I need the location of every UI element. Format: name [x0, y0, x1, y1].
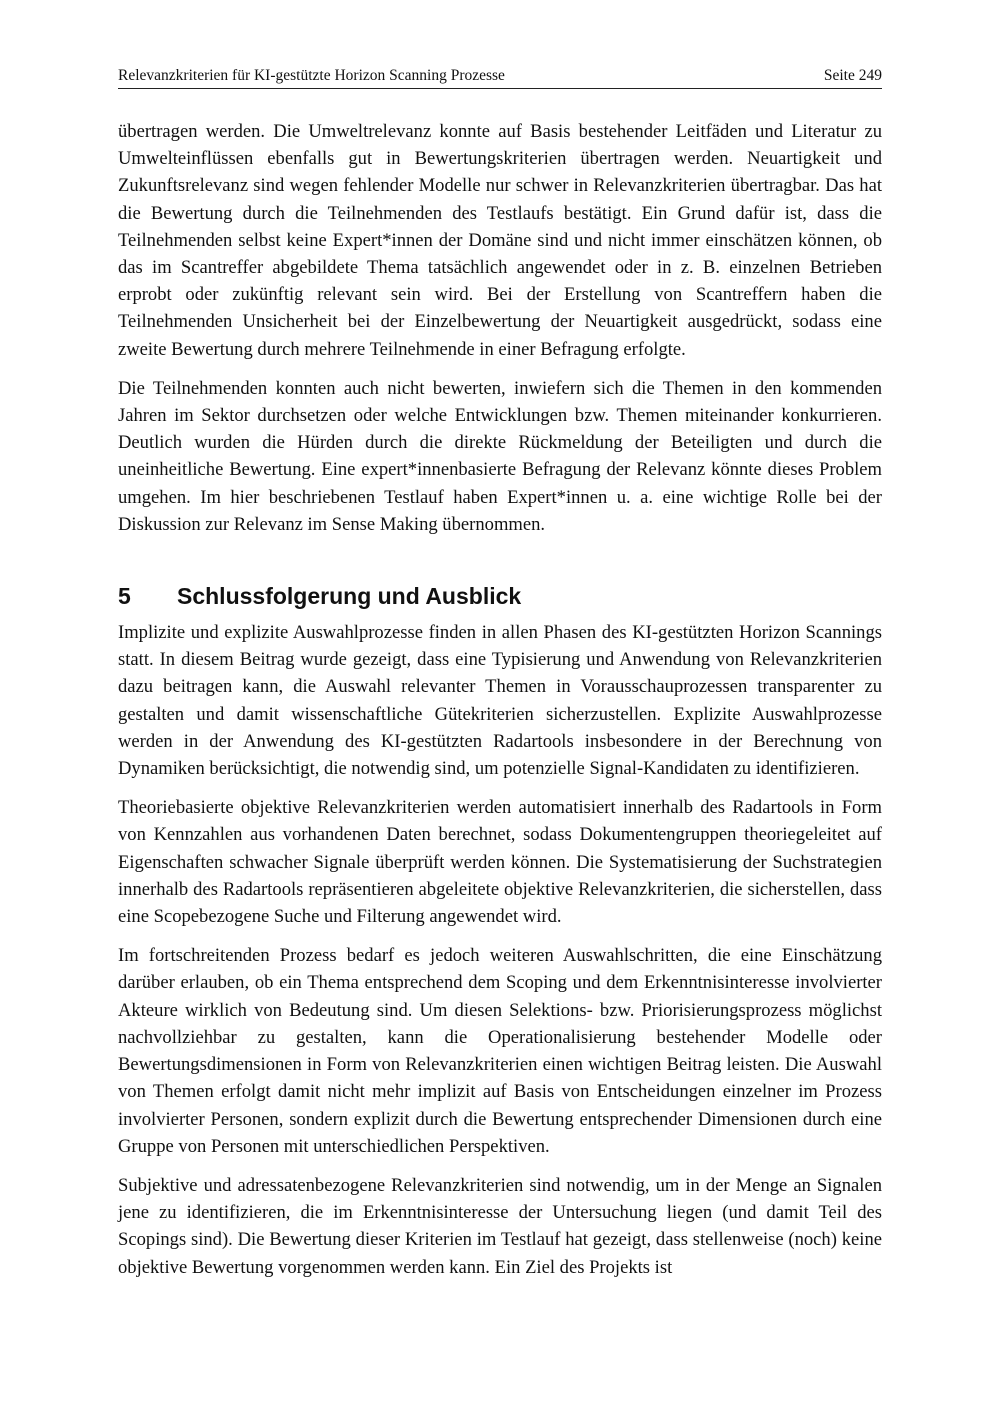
paragraph-continued: übertragen werden. Die Umweltrelevanz konnte auf Basis bestehender Leitfäden und Literatur zu Umwelteinflüssen ebenfalls gut in Bewertungskriterien übertragen werden. Neuartigkeit und Zukunftsrelevanz sind wegen fehlender Modelle nur schwer in Relevanzkriterien übertragbar. Das hat die Bewertung durch die Teilnehmenden des Testlaufs bestätigt. Ein Grund dafür ist, dass die Teilnehmenden selbst keine Expert*innen der Domäne sind und nicht immer einschätzen können, ob das im Scantreffer abgebildete Thema tatsächlich angewendet oder in z. B. einzelnen Betrieben erprobt oder zukünftig relevant sein wird. Bei der Erstellung von Scantreffern haben die Teilnehmenden Unsicherheit bei der Einzelbewertung der Neuartigkeit ausgedrückt, sodass eine zweite Bewertung durch mehrere Teilnehmende in einer Befragung erfolgte. — [118, 121, 882, 360]
paragraph: Subjektive und adressatenbezogene Relevanzkriterien sind notwendig, um in der Menge an Signalen jene zu identifizieren, die im Erkenntnisinteresse der Untersuchung liegen (und damit Teil des Scopings sind). Die Bewertung dieser Kriterien im Testlauf hat gezeigt, dass stellenweise (noch) keine objektive Bewertung vorgenommen werden kann. Ein Ziel des Projekts ist — [118, 1174, 882, 1278]
body-text — [118, 118, 882, 1281]
page-number: Seite 249 — [823, 67, 882, 84]
section-title: Schlussfolgerung und Ausblick — [177, 583, 522, 610]
header-title: Relevanzkriterien für KI-gestützte Horizon Scanning Prozesse — [118, 67, 505, 84]
paragraph: Implizite und explizite Auswahlprozesse finden in allen Phasen des KI-gestützten Horizon Scannings statt. In diesem Beitrag wurde gezeigt, dass eine Typisierung und Anwendung von Relevanzkriterien dazu beitragen kann, die Auswahl relevanter Themen in Vorausschauprozessen transparenter zu gestalten und damit wissenschaftliche Gütekriterien sicherzustellen. Explizite Auswahlprozesse werden in der Anwendung des KI-gestützten Radartools insbesondere in der Berechnung von Dynamiken berücksichtigt, die notwendig sind, um potenzielle Signal-Kandidaten zu identifizieren. — [118, 622, 882, 780]
section-heading — [118, 582, 882, 610]
paragraph: Im fortschreitenden Prozess bedarf es jedoch weiteren Auswahlschritten, die eine Einschätzung darüber erlauben, ob ein Thema entsprechend dem Scoping und dem Erkenntnisinteresse involvierter Akteure wirklich von Bedeutung sind. Um diesen Selektions- bzw. Priorisierungsprozess möglichst nachvollziehbar zu gestalten, kann die Operationalisierung bestehender Modelle oder Bewertungsdimensionen in Form von Relevanzkriterien einen wichtigen Beitrag leisten. Die Auswahl von Themen erfolgt damit nicht mehr implizit auf Basis von Entscheidungen einzelner im Prozess involvierter Personen, sondern explizit durch die Bewertung entsprechender Dimensionen durch eine Gruppe von Personen mit unterschiedlichen Perspektiven. — [118, 945, 882, 1157]
section-number: 5 — [118, 583, 131, 610]
running-header — [118, 66, 882, 89]
paragraph: Die Teilnehmenden konnten auch nicht bewerten, inwiefern sich die Themen in den kommenden Jahren im Sektor durchsetzen oder welche Entwicklungen bzw. Themen miteinander konkurrieren. Deutlich wurden die Hürden durch die direkte Rückmeldung der Beteiligten und durch die uneinheitliche Bewertung. Eine expert*innenbasierte Befragung der Relevanz könnte dieses Problem umgehen. Im hier beschriebenen Testlauf haben Expert*innen u. a. eine wichtige Rolle bei der Diskussion zur Relevanz im Sense Making übernommen. — [118, 377, 882, 535]
paragraph: Theoriebasierte objektive Relevanzkriterien werden automatisiert innerhalb des Radartools in Form von Kennzahlen aus vorhandenen Daten berechnet, sodass Dokumentengruppen theoriegeleitet auf Eigenschaften schwacher Signale überprüft werden können. Die Systematisierung der Suchstrategien innerhalb des Radartools repräsentieren abgeleitete objektive Relevanzkriterien, die sicherstellen, dass eine Scopebezogene Suche und Filterung angewendet wird. — [118, 797, 882, 928]
